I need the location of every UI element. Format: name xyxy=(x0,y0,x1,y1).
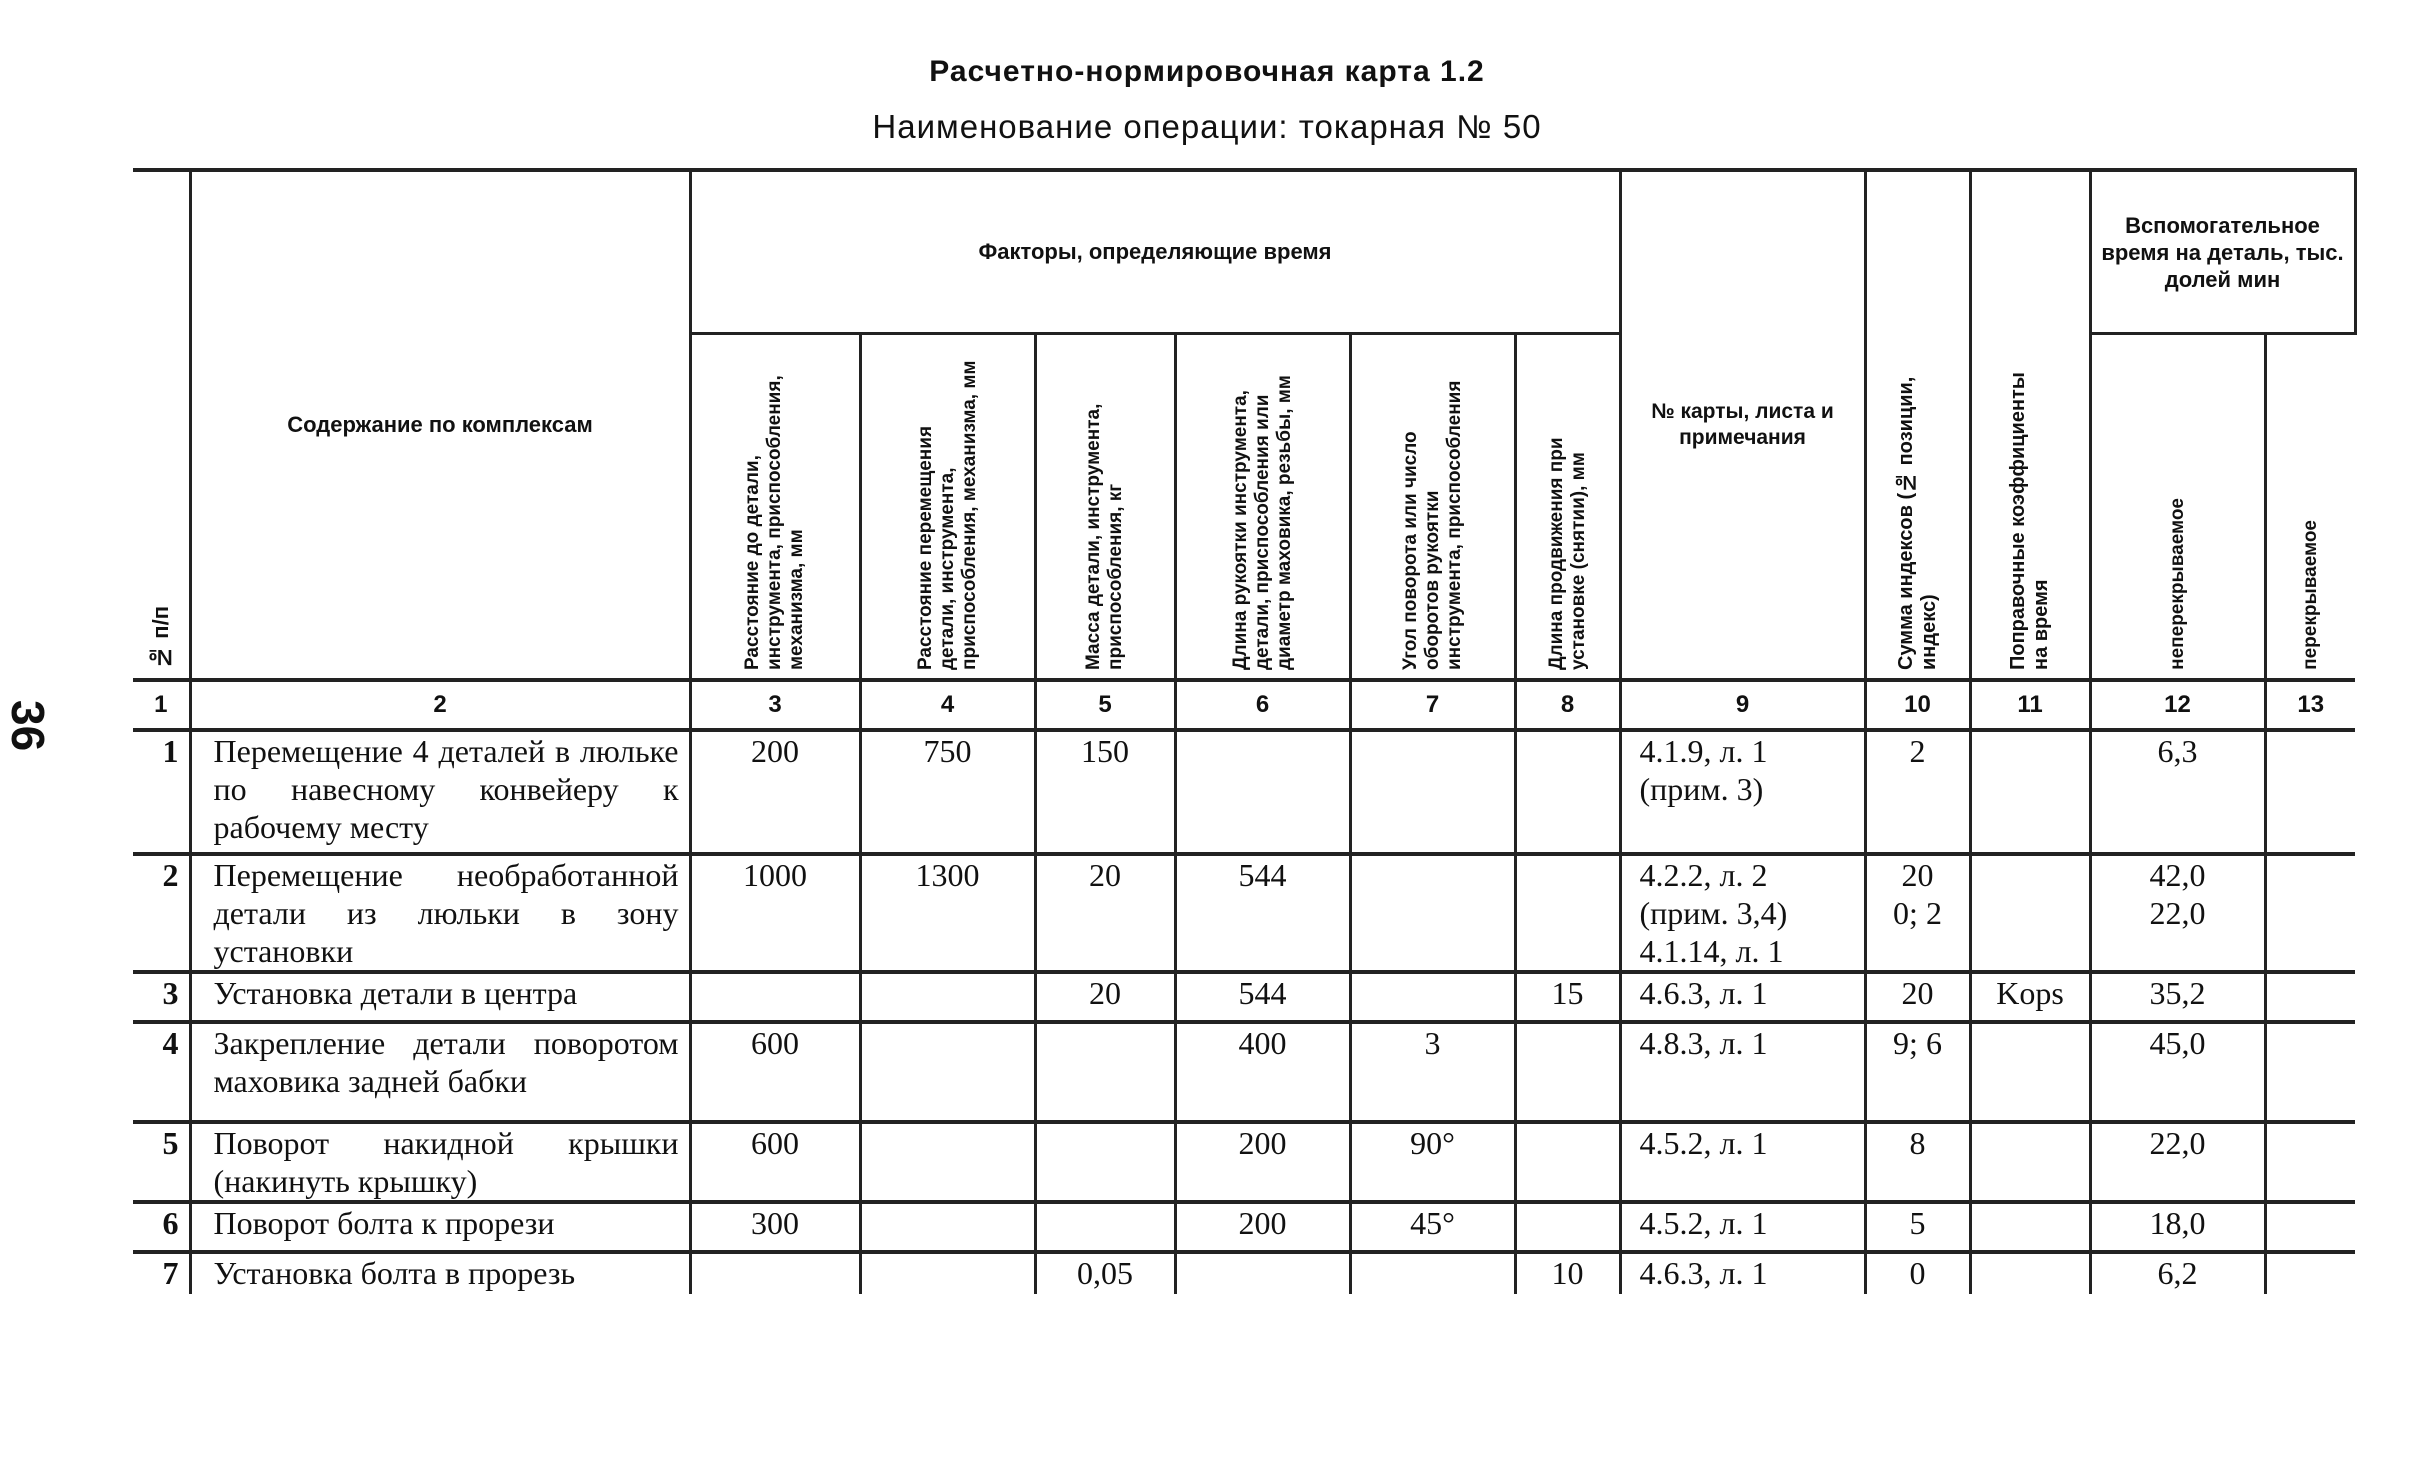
cell-move-distance xyxy=(860,1022,1035,1122)
cell-distance xyxy=(690,1252,860,1294)
cell-non-overlap: 6,2 xyxy=(2090,1252,2265,1294)
cell-advance xyxy=(1515,730,1620,854)
row-content: Установка детали в центра xyxy=(190,972,690,1022)
cell-non-overlap: 42,0 22,0 xyxy=(2090,854,2265,972)
operation-title: Наименование операции: токарная № 50 xyxy=(872,108,1542,145)
row-number: 7 xyxy=(133,1252,190,1294)
cell-angle: 45° xyxy=(1350,1202,1515,1252)
cell-mass xyxy=(1035,1202,1175,1252)
row-content: Поворот накидной крышки (накинуть крышку) xyxy=(190,1122,690,1202)
table-row xyxy=(133,972,2355,1022)
cell-correction xyxy=(1970,1122,2090,1202)
table-row xyxy=(133,1252,2355,1294)
cell-advance: 15 xyxy=(1515,972,1620,1022)
colnum: 12 xyxy=(2090,680,2265,730)
cell-overlap xyxy=(2265,854,2355,972)
cell-length: 544 xyxy=(1175,972,1350,1022)
header-content: Содержание по комплексам xyxy=(190,170,690,680)
cell-index-sum: 2 xyxy=(1865,730,1970,854)
colnum: 8 xyxy=(1515,680,1620,730)
cell-angle xyxy=(1350,972,1515,1022)
colnum: 5 xyxy=(1035,680,1175,730)
row-content: Перемещение необработанной детали из люльки в зону установки xyxy=(190,854,690,972)
cell-distance: 600 xyxy=(690,1122,860,1202)
table-row xyxy=(133,1122,2355,1202)
header-non-overlap: неперекрываемое xyxy=(2090,334,2265,681)
cell-distance: 1000 xyxy=(690,854,860,972)
colnum: 7 xyxy=(1350,680,1515,730)
cell-overlap xyxy=(2265,1202,2355,1252)
cell-distance: 200 xyxy=(690,730,860,854)
header-length: Длина рукоятки инструмента, детали, приспособления или диаметр маховика, резьбы, мм xyxy=(1175,334,1350,681)
cell-correction: Kops xyxy=(1970,972,2090,1022)
cell-length xyxy=(1175,730,1350,854)
cell-card-sheet: 4.6.3, л. 1 xyxy=(1620,1252,1865,1294)
cell-move-distance xyxy=(860,972,1035,1022)
row-number: 2 xyxy=(133,854,190,972)
cell-card-sheet: 4.2.2, л. 2 (прим. 3,4) 4.1.14, л. 1 xyxy=(1620,854,1865,972)
table-row xyxy=(133,730,2355,854)
cell-non-overlap: 18,0 xyxy=(2090,1202,2265,1252)
row-number: 3 xyxy=(133,972,190,1022)
card-title: Расчетно-нормировочная карта 1.2 xyxy=(929,55,1485,88)
cell-non-overlap: 45,0 xyxy=(2090,1022,2265,1122)
cell-mass: 150 xyxy=(1035,730,1175,854)
cell-angle xyxy=(1350,854,1515,972)
header-distance: Расстояние до детали, инструмента, приспособления, механизма, мм xyxy=(690,334,860,681)
cell-mass xyxy=(1035,1122,1175,1202)
norm-table xyxy=(133,168,2357,1294)
table-row xyxy=(133,1202,2355,1252)
cell-length: 400 xyxy=(1175,1022,1350,1122)
colnum: 4 xyxy=(860,680,1035,730)
cell-card-sheet: 4.6.3, л. 1 xyxy=(1620,972,1865,1022)
row-number: 1 xyxy=(133,730,190,854)
cell-move-distance xyxy=(860,1252,1035,1294)
cell-mass: 0,05 xyxy=(1035,1252,1175,1294)
cell-card-sheet: 4.5.2, л. 1 xyxy=(1620,1202,1865,1252)
cell-length: 544 xyxy=(1175,854,1350,972)
row-content: Поворот болта к прорези xyxy=(190,1202,690,1252)
cell-move-distance: 750 xyxy=(860,730,1035,854)
cell-correction xyxy=(1970,1252,2090,1294)
cell-overlap xyxy=(2265,1022,2355,1122)
cell-index-sum: 20 xyxy=(1865,972,1970,1022)
header-mass: Масса детали, инструмента, приспособления, кг xyxy=(1035,334,1175,681)
header-overlap: перекрываемое xyxy=(2265,334,2355,681)
cell-non-overlap: 35,2 xyxy=(2090,972,2265,1022)
cell-overlap xyxy=(2265,1252,2355,1294)
cell-card-sheet: 4.8.3, л. 1 xyxy=(1620,1022,1865,1122)
cell-advance: 10 xyxy=(1515,1252,1620,1294)
cell-index-sum: 20 0; 2 xyxy=(1865,854,1970,972)
colnum: 10 xyxy=(1865,680,1970,730)
cell-overlap xyxy=(2265,730,2355,854)
colnum: 9 xyxy=(1620,680,1865,730)
colnum: 1 xyxy=(133,680,190,730)
cell-advance xyxy=(1515,1122,1620,1202)
cell-correction xyxy=(1970,854,2090,972)
cell-non-overlap: 22,0 xyxy=(2090,1122,2265,1202)
cell-advance xyxy=(1515,854,1620,972)
cell-distance: 300 xyxy=(690,1202,860,1252)
header-move-distance: Расстояние перемещения детали, инструмента, приспособления, механизма, мм xyxy=(860,334,1035,681)
colnum: 13 xyxy=(2265,680,2355,730)
column-numbers-row xyxy=(133,680,2355,730)
cell-length: 200 xyxy=(1175,1202,1350,1252)
cell-mass xyxy=(1035,1022,1175,1122)
colnum: 3 xyxy=(690,680,860,730)
page-number: 36 xyxy=(2,700,54,752)
cell-length: 200 xyxy=(1175,1122,1350,1202)
colnum: 6 xyxy=(1175,680,1350,730)
header-angle: Угол поворота или число оборотов рукоятки инструмента, приспособления xyxy=(1350,334,1515,681)
cell-overlap xyxy=(2265,972,2355,1022)
cell-angle xyxy=(1350,1252,1515,1294)
cell-index-sum: 8 xyxy=(1865,1122,1970,1202)
row-content: Перемещение 4 деталей в люльке по навесному конвейеру к рабочему месту xyxy=(190,730,690,854)
cell-index-sum: 9; 6 xyxy=(1865,1022,1970,1122)
header-correction: Поправочные коэффициенты на время xyxy=(1970,170,2090,680)
cell-distance xyxy=(690,972,860,1022)
header-factors-group: Факторы, определяющие время xyxy=(690,170,1620,334)
colnum: 2 xyxy=(190,680,690,730)
cell-move-distance xyxy=(860,1202,1035,1252)
header-index-sum: Сумма индексов (№ позиции, индекс) xyxy=(1865,170,1970,680)
cell-advance xyxy=(1515,1022,1620,1122)
cell-mass: 20 xyxy=(1035,854,1175,972)
cell-overlap xyxy=(2265,1122,2355,1202)
cell-non-overlap: 6,3 xyxy=(2090,730,2265,854)
row-content: Установка болта в прорезь xyxy=(190,1252,690,1294)
header-advance: Длина продвижения при установке (снятии), мм xyxy=(1515,334,1620,681)
cell-angle: 3 xyxy=(1350,1022,1515,1122)
cell-correction xyxy=(1970,730,2090,854)
cell-correction xyxy=(1970,1202,2090,1252)
cell-card-sheet: 4.1.9, л. 1 (прим. 3) xyxy=(1620,730,1865,854)
header-card-sheet: № карты, листа и примечания xyxy=(1620,170,1865,680)
table-row xyxy=(133,1022,2355,1122)
row-number: 5 xyxy=(133,1122,190,1202)
cell-move-distance: 1300 xyxy=(860,854,1035,972)
row-number: 6 xyxy=(133,1202,190,1252)
header-number: № п/п xyxy=(133,170,190,680)
cell-mass: 20 xyxy=(1035,972,1175,1022)
cell-distance: 600 xyxy=(690,1022,860,1122)
cell-index-sum: 0 xyxy=(1865,1252,1970,1294)
cell-angle: 90° xyxy=(1350,1122,1515,1202)
cell-card-sheet: 4.5.2, л. 1 xyxy=(1620,1122,1865,1202)
table-row xyxy=(133,854,2355,972)
colnum: 11 xyxy=(1970,680,2090,730)
row-number: 4 xyxy=(133,1022,190,1122)
cell-angle xyxy=(1350,730,1515,854)
cell-move-distance xyxy=(860,1122,1035,1202)
cell-correction xyxy=(1970,1022,2090,1122)
header-aux-group: Вспомогательное время на деталь, тыс. долей мин xyxy=(2090,170,2355,334)
cell-index-sum: 5 xyxy=(1865,1202,1970,1252)
cell-advance xyxy=(1515,1202,1620,1252)
cell-length xyxy=(1175,1252,1350,1294)
row-content: Закрепление детали поворотом маховика задней бабки xyxy=(190,1022,690,1122)
